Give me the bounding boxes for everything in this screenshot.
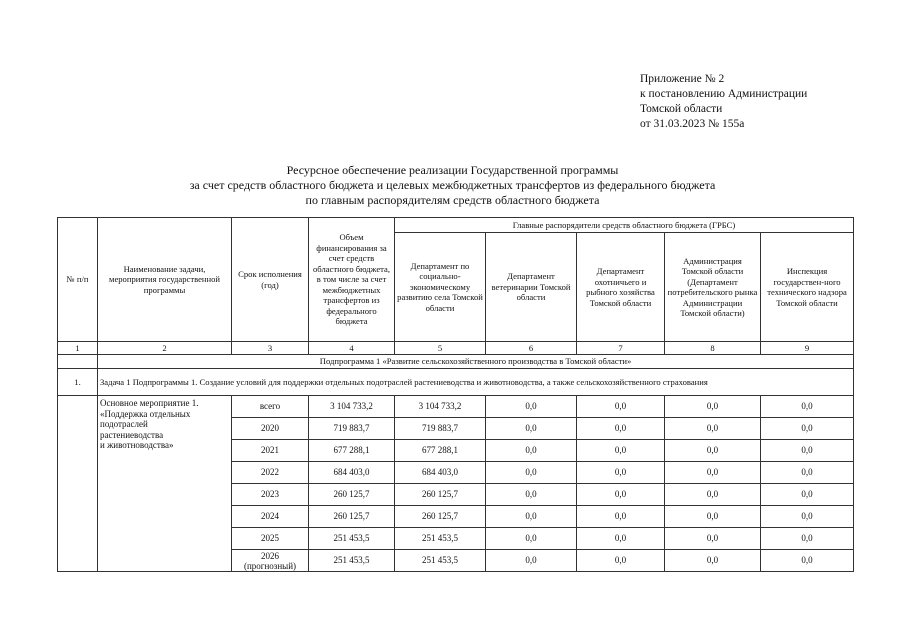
year-cell: 2025 — [232, 528, 309, 550]
volume-cell: 251 453,5 — [309, 528, 395, 550]
grbs-2-cell: 0,0 — [486, 462, 577, 484]
appendix-line: Томской области — [640, 103, 723, 115]
grbs-3-cell: 0,0 — [577, 440, 665, 462]
year-cell: всего — [232, 396, 309, 418]
grbs-2-cell: 0,0 — [486, 440, 577, 462]
grbs-4-cell: 0,0 — [665, 506, 761, 528]
column-number: 3 — [232, 342, 309, 355]
column-number-row — [58, 342, 854, 355]
title-line: за счет средств областного бюджета и целевых межбюджетных трансфертов из федерального бюджета — [189, 178, 716, 192]
header-grbs-3: Департамент охотничьего и рыбного хозяйства Томской области — [577, 233, 665, 342]
subprogram-row — [58, 355, 854, 369]
grbs-3-cell: 0,0 — [577, 550, 665, 572]
grbs-5-cell: 0,0 — [761, 418, 854, 440]
grbs-5-cell: 0,0 — [761, 550, 854, 572]
year-cell — [232, 550, 309, 572]
title-line: Ресурсное обеспечение реализации Государственной программы — [286, 163, 619, 177]
column-number: 2 — [98, 342, 232, 355]
grbs-1-cell: 251 453,5 — [395, 550, 486, 572]
grbs-2-cell: 0,0 — [486, 528, 577, 550]
grbs-3-cell: 0,0 — [577, 462, 665, 484]
grbs-1-cell: 719 883,7 — [395, 418, 486, 440]
grbs-3-cell: 0,0 — [577, 484, 665, 506]
document-title — [60, 163, 845, 208]
grbs-4-cell: 0,0 — [665, 440, 761, 462]
column-number: 7 — [577, 342, 665, 355]
header-row — [58, 218, 854, 233]
task-row — [58, 369, 854, 396]
grbs-2-cell: 0,0 — [486, 484, 577, 506]
activity-name — [98, 396, 232, 572]
header-num: № п/п — [58, 218, 98, 342]
grbs-3-cell: 0,0 — [577, 528, 665, 550]
subprogram-title: Подпрограмма 1 «Развитие сельскохозяйственного производства в Томской области» — [98, 355, 854, 369]
grbs-1-cell: 260 125,7 — [395, 506, 486, 528]
grbs-3-cell: 0,0 — [577, 506, 665, 528]
year-cell: 2023 — [232, 484, 309, 506]
task-title: Задача 1 Подпрограммы 1. Создание условий для поддержки отдельных подотраслей растениеводства и животноводства, а также сельскохозяйственного страхования — [98, 369, 854, 396]
volume-cell: 684 403,0 — [309, 462, 395, 484]
grbs-2-cell: 0,0 — [486, 396, 577, 418]
year-cell: 2022 — [232, 462, 309, 484]
grbs-4-cell: 0,0 — [665, 418, 761, 440]
year-value: 2026 — [261, 550, 279, 561]
resource-table — [57, 217, 854, 572]
column-number: 5 — [395, 342, 486, 355]
title-line: по главным распорядителям средств областного бюджета — [305, 193, 600, 207]
grbs-3-cell: 0,0 — [577, 418, 665, 440]
column-number: 6 — [486, 342, 577, 355]
activity-line: «Поддержка отдельных — [100, 408, 191, 419]
activity-line: подотраслей — [100, 419, 148, 429]
header-grbs-4: Администрация Томской области (Департамент потребительского рынка Администрации Томской области) — [665, 233, 761, 342]
header-grbs-5: Инспекция государствен-ного технического надзора Томской области — [761, 233, 854, 342]
grbs-5-cell: 0,0 — [761, 396, 854, 418]
column-number: 9 — [761, 342, 854, 355]
header-grbs-group: Главные распорядители средств областного бюджета (ГРБС) — [395, 218, 854, 233]
volume-cell: 719 883,7 — [309, 418, 395, 440]
grbs-2-cell: 0,0 — [486, 506, 577, 528]
column-number: 4 — [309, 342, 395, 355]
task-num: 1. — [58, 369, 98, 396]
activity-line: и животноводства» — [100, 440, 174, 450]
year-cell: 2024 — [232, 506, 309, 528]
table-row — [58, 396, 854, 418]
volume-cell: 260 125,7 — [309, 484, 395, 506]
grbs-4-cell: 0,0 — [665, 550, 761, 572]
volume-cell: 3 104 733,2 — [309, 396, 395, 418]
column-number: 8 — [665, 342, 761, 355]
grbs-1-cell: 251 453,5 — [395, 528, 486, 550]
grbs-4-cell: 0,0 — [665, 396, 761, 418]
year-cell: 2020 — [232, 418, 309, 440]
grbs-2-cell: 0,0 — [486, 550, 577, 572]
grbs-1-cell: 260 125,7 — [395, 484, 486, 506]
grbs-4-cell: 0,0 — [665, 484, 761, 506]
grbs-1-cell: 684 403,0 — [395, 462, 486, 484]
volume-cell: 677 288,1 — [309, 440, 395, 462]
appendix-line: от 31.03.2023 № 155а — [640, 118, 745, 130]
subprogram-num-cell — [58, 355, 98, 369]
activity-line: растениеводства — [100, 429, 164, 440]
year-cell: 2021 — [232, 440, 309, 462]
volume-cell: 251 453,5 — [309, 550, 395, 572]
header-grbs-1: Департамент по социально-экономическому развитию села Томской области — [395, 233, 486, 342]
grbs-1-cell: 3 104 733,2 — [395, 396, 486, 418]
header-name: Наименование задачи, мероприятия государственной программы — [98, 218, 232, 342]
grbs-5-cell: 0,0 — [761, 484, 854, 506]
header-grbs-2: Департамент ветеринарии Томской области — [486, 233, 577, 342]
appendix-line: Приложение № 2 — [640, 73, 725, 85]
grbs-5-cell: 0,0 — [761, 506, 854, 528]
grbs-4-cell: 0,0 — [665, 528, 761, 550]
appendix-block — [640, 72, 890, 132]
header-term: Срок исполнения (год) — [232, 218, 309, 342]
grbs-2-cell: 0,0 — [486, 418, 577, 440]
grbs-4-cell: 0,0 — [665, 462, 761, 484]
grbs-3-cell: 0,0 — [577, 396, 665, 418]
header-volume: Объем финансирования за счет средств областного бюджета, в том числе за счет межбюджетных трансфертов из федерального бюджета — [309, 218, 395, 342]
volume-cell: 260 125,7 — [309, 506, 395, 528]
grbs-5-cell: 0,0 — [761, 528, 854, 550]
grbs-1-cell: 677 288,1 — [395, 440, 486, 462]
column-number: 1 — [58, 342, 98, 355]
year-note: (прогнозный) — [243, 560, 297, 571]
grbs-5-cell: 0,0 — [761, 440, 854, 462]
appendix-line: к постановлению Администрации — [640, 88, 808, 100]
grbs-5-cell: 0,0 — [761, 462, 854, 484]
activity-line: Основное мероприятие 1. — [100, 398, 199, 408]
activity-num-cell — [58, 396, 98, 572]
